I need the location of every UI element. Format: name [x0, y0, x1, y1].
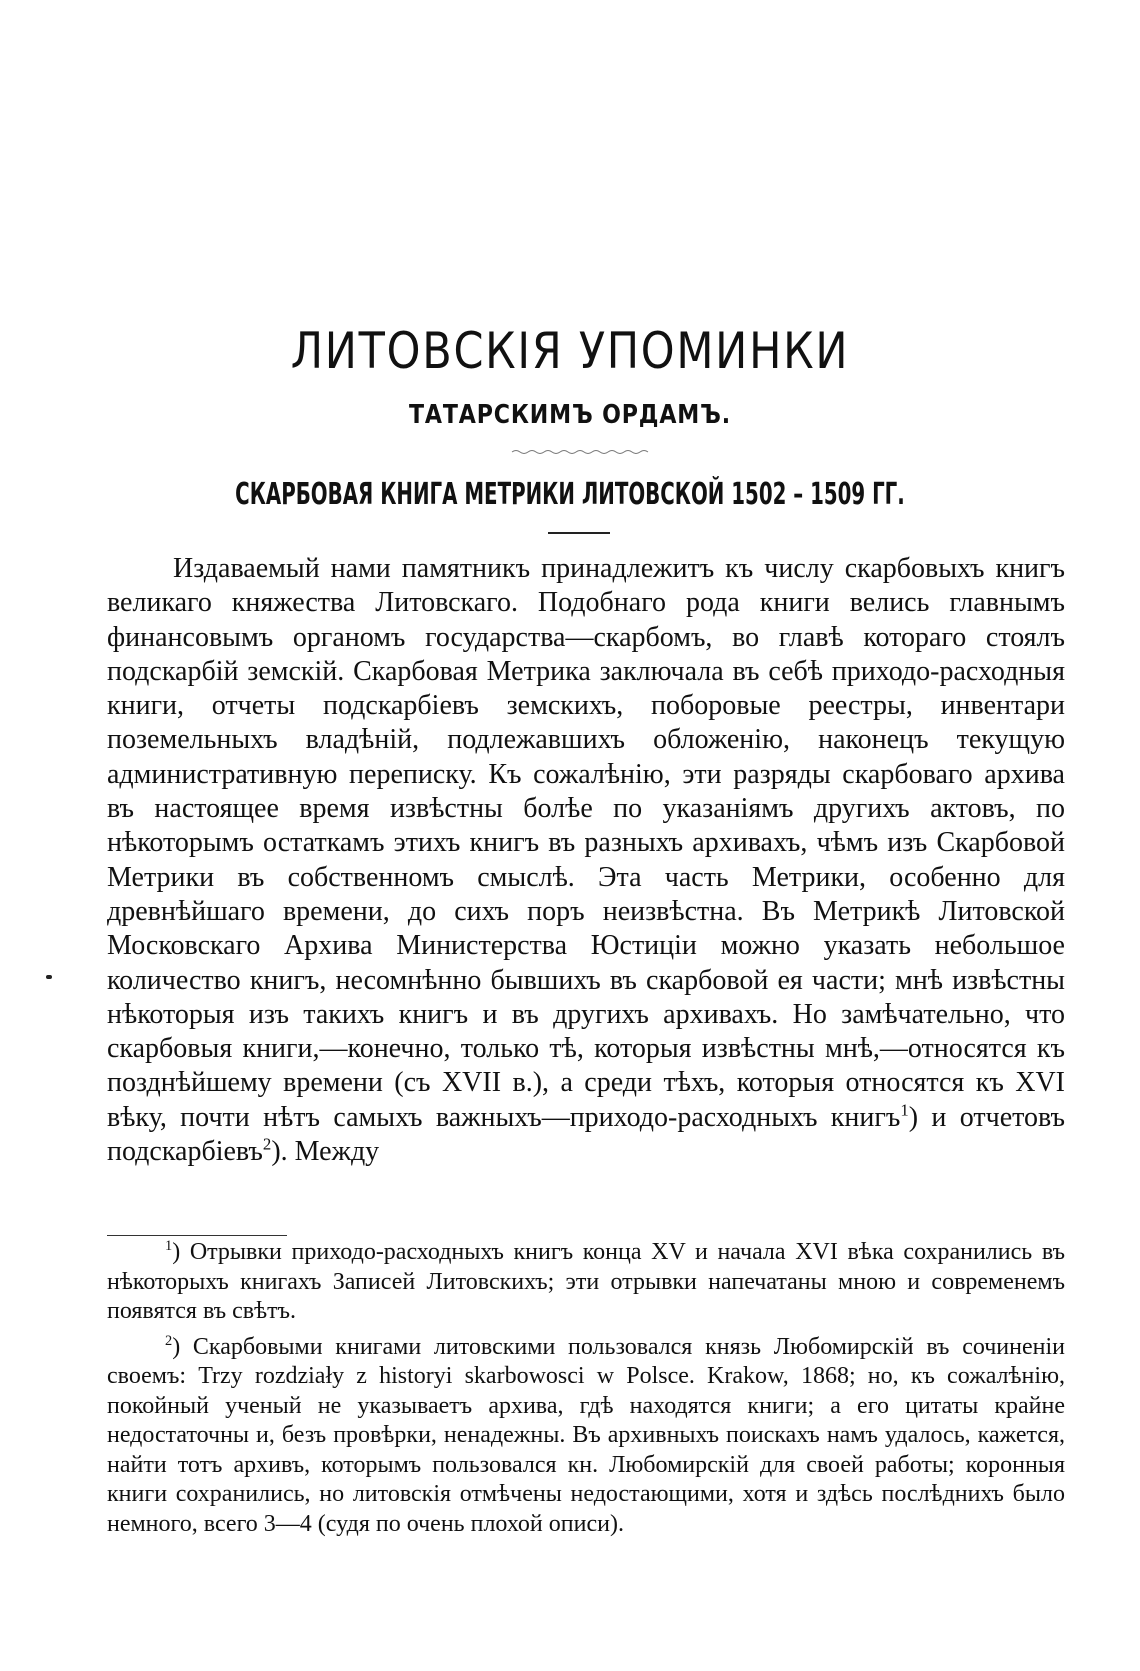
- title-divider: [548, 532, 610, 534]
- body-text-main: Издаваемый нами памятникъ принадлежитъ къ числу скарбовыхъ книгъ великаго княжества Литовскаго. Подобнаго рода книги велись главнымъ финансовымъ органомъ государства—скарбомъ, во главѣ котораго стоялъ подскарбій земскій. Скарбовая Метрика заключала въ себѣ приходо-расходныя книги, отчеты подскарбіевъ земскихъ, поборовые реестры, инвентари поземельныхъ владѣній, подлежавшихъ обложенію, наконецъ текущую административную переписку. Къ сожалѣнію, эти разряды скарбоваго архива въ настоящее время извѣстны болѣе по указаніямъ другихъ актовъ, по нѣкоторымъ остаткамъ этихъ книгъ въ разныхъ архивахъ, чѣмъ изъ Скарбовой Метрики въ собственномъ смыслѣ. Эта часть Метрики, особенно для древнѣйшаго времени, до сихъ поръ неизвѣстна. Въ Метрикѣ Литовской Московскаго Архива Министерства Юстиціи можно указать небольшое количество книгъ, несомнѣнно бывшихъ въ скарбовой ея части; мнѣ извѣстны нѣкоторыя изъ такихъ книгъ и въ другихъ архивахъ. Но замѣчательно, что скарбовыя книги,—конечно, только тѣ, которыя извѣстны мнѣ,—относятся къ позднѣйшему времени (съ XVII в.), а среди тѣхъ, которыя относятся къ XVI вѣку, почти нѣтъ самыхъ важныхъ—приходо-расходныхъ книгъ: [107, 553, 1065, 1133]
- page-subtitle: ТАТАРСКИМЪ ОРДАМЪ.: [408, 400, 731, 430]
- page-title: ЛИТОВСКІЯ УПОМИНКИ: [290, 322, 850, 380]
- margin-mark: [46, 975, 52, 979]
- footnote-2: [107, 1333, 1065, 1540]
- footnote-text: ) Скарбовыми книгами литовскими пользовался князь Любомирскій въ сочиненіи своемъ: Trzy rozdziały z historyi skarbowosci w Polsce. Krakow, 1868; но, къ сожалѣнію, покойный ученый не указываетъ архива, гдѣ находятся книги; а его цитаты крайне недостаточны и, безъ провѣрки, ненадежны. Въ архивныхъ поискахъ намъ удалось, кажется, найти тотъ архивъ, которымъ пользовался кн. Любомирскій для своей работы; коронныя книги сохранились, но литовскія отмѣчены недостающими, хотя и здѣсь послѣднихъ было немного, всего 3—4 (судя по очень плохой описи).: [107, 1333, 1065, 1537]
- footnote-1: [107, 1238, 1065, 1327]
- footnote-ref-1: 1: [900, 1100, 909, 1120]
- body-text-mid: ) и отчетовъ подскарбіевъ: [107, 1101, 1065, 1168]
- footnote-ref-2: 2: [262, 1134, 272, 1154]
- footnote-divider: [107, 1235, 287, 1236]
- footnotes: [107, 1238, 1065, 1545]
- book-title: СКАРБОВАЯ КНИГА МЕТРИКИ ЛИТОВСКОЙ 1502 – 1509 ГГ.: [235, 477, 905, 512]
- body-paragraph: [107, 552, 1065, 1169]
- body-text-end: ). Между: [271, 1136, 380, 1168]
- footnote-text: ) Отрывки приходо-расходныхъ книгъ конца XV и начала XVI вѣка сохранились въ нѣкоторыхъ книгахъ Записей Литовскихъ; эти отрывки напечатаны мною и современемъ появятся въ свѣтъ.: [107, 1239, 1065, 1324]
- footnote-marker: 1: [165, 1238, 173, 1254]
- title-ornament: [510, 448, 650, 456]
- footnote-marker: 2: [165, 1332, 173, 1349]
